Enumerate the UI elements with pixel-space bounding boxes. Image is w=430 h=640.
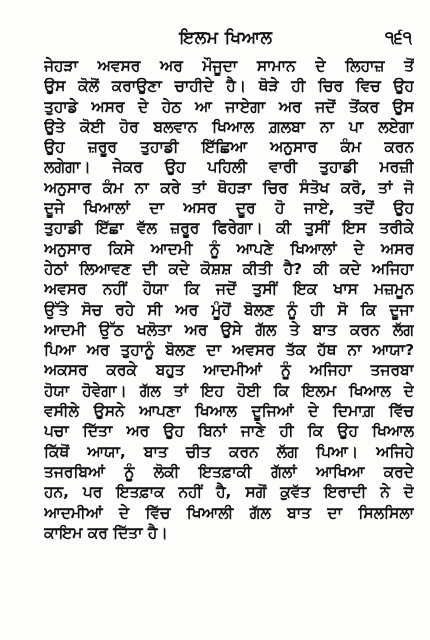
text-line: ਵਸੀਲੇ ਉਸਨੇ ਆਪਣਾ ਖਿਆਲ ਦੂਜਿਆਂ ਦੇ ਦਿਮਾਗ਼ ਵਿੱਚ (44, 402, 414, 421)
text-line: ਅਕਸਰ ਕਰਕੇ ਬਹੁਤ ਆਦਮੀਆਂ ਨੂੰ ਅਜਿਹਾ ਤਜਰਬਾ (44, 361, 414, 380)
text-line: ਜੇਹੜਾ ਅਵਸਰ ਅਰ ਮੌਜੂਦਾ ਸਾਮਾਨ ਦੇ ਲਿਹਾਜ਼ ਤੋਂ (44, 57, 414, 75)
text-line: ਤੁਹਾਡੀ ਇੱਛਾ ਵੱਲ ਜ਼ਰੂਰ ਫਿਰੇਗਾ। ਕੀ ਤੁਸੀਂ ਇਸ ਤਰੀਕੇ (44, 219, 414, 238)
text-line: ਅਵਸਰ ਨਹੀਂ ਹੋਯਾ ਕਿ ਜਦੋਂ ਤੁਸੀਂ ਇਕ ਖਾਸ ਮਜ਼ਮੂਨ (44, 280, 414, 299)
text-line: ਤੁਹਾਡੇ ਅਸਰ ਦੇ ਹੇਠ ਆ ਜਾਏਗਾ ਅਰ ਜਦੋਂ ਤੋਂਕਰ ਉਸ (44, 97, 414, 116)
text-line: ਹੇਠਾਂ ਲਿਆਵਣ ਦੀ ਕਦੇ ਕੋਸ਼ਸ਼ ਕੀਤੀ ਹੈ? ਕੀ ਕਦੇ ਅਜਿਹਾ (44, 259, 414, 278)
body-text (44, 56, 414, 543)
text-line: ਆਦਮੀ ਉੱਠ ਖਲੋਤਾ ਅਰ ਉਸੇ ਗੱਲ ਤੇ ਬਾਤ ਕਰਨ ਲੱਗ (44, 320, 414, 339)
text-line: ਕਿੱਥੋਂ ਆਯਾ, ਬਾਤ ਚੀਤ ਕਰਨ ਲੱਗ ਪਿਆ। ਅਜਿਹੇ (44, 442, 414, 461)
text-line: ਹਨ, ਪਰ ਇਤਫ਼ਾਕ ਨਹੀਂ ਹੈ, ਸਗੋਂ ਕੁਵੱਤ ਇਰਾਦੀ ਨੇ ਦੋ (44, 483, 414, 502)
text-line: ਅਨੁਸਾਰ ਕੰਮ ਨਾ ਕਰੇ ਤਾਂ ਥੋਹੜਾ ਚਿਰ ਸੰਤੋਖ ਕਰੋ, ਤਾਂ ਜੋ (44, 178, 414, 197)
text-line: ਉਤੇ ਕੋਈ ਹੋਰ ਬਲਵਾਨ ਖਿਆਲ ਗ਼ਲਬਾ ਨਾ ਪਾ ਲਏਗਾ (44, 117, 414, 136)
text-line: ਉਸ ਕੋਲੋਂ ਕਰਾਉਣਾ ਚਾਹੀਦੇ ਹੈ। ਥੋੜੇ ਹੀ ਚਿਰ ਵਿਚ ਉਹ (44, 77, 414, 96)
text-line: ਪਚਾ ਦਿੱਤਾ ਅਰ ਉਹ ਬਿਨਾਂ ਜਾਣੇ ਹੀ ਕਿ ਉਹ ਖਿਆਲ (44, 422, 414, 441)
text-line: ਆਦਮੀਆਂ ਦੇ ਵਿੱਚ ਖਿਆਲੀ ਗੱਲ ਬਾਤ ਦਾ ਸਿਲਸਿਲਾ (44, 503, 414, 522)
text-line: ਹੋਯਾ ਹੋਵੇਗਾ। ਗੱਲ ਤਾਂ ਇਹ ਹੋਈ ਕਿ ਇਲਮ ਖਿਆਲ ਦੇ (44, 381, 414, 400)
page-number: ੧੬੧ (384, 28, 412, 48)
page-header (40, 28, 412, 54)
text-line: ਅਨੁਸਾਰ ਕਿਸੇ ਆਦਮੀ ਨੂੰ ਆਪਣੇ ਖਿਆਲਾਂ ਦੇ ਅਸਰ (44, 239, 414, 258)
text-line: ਉਹ ਜ਼ਰੂਰ ਤੁਹਾਡੀ ਇੱਛਿਆ ਅਨੁਸਾਰ ਕੰਮ ਕਰਨ (44, 138, 414, 157)
text-line: ਲਗੇਗਾ। ਜੇਕਰ ਉਹ ਪਹਿਲੀ ਵਾਰੀ ਤੁਹਾਡੀ ਮਰਜ਼ੀ (44, 158, 414, 177)
text-line: ਕਾਇਮ ਕਰ ਦਿੱਤਾ ਹੈ। (44, 523, 168, 542)
running-title: ਇਲਮ ਖਿਆਲ (179, 28, 273, 48)
text-line: ਦੂਜੇ ਖਿਆਲਾਂ ਦਾ ਅਸਰ ਦੂਰ ਹੋ ਜਾਏ, ਤਦੋਂ ਉਹ (44, 199, 414, 218)
text-line: ਉੱਤੇ ਸੋਚ ਰਹੇ ਸੀ ਅਰ ਮੂੰਹੋਂ ਬੋਲਣ ਨੂੰ ਹੀ ਸੋ ਕਿ ਦੂਜਾ (44, 300, 414, 319)
text-line: ਪਿਆ ਅਰ ਤੁਹਾਨੂੰ ਬੋਲਣ ਦਾ ਅਵਸਰ ਤੱਕ ਹੱਥ ਨਾ ਆਯਾ? (44, 341, 414, 360)
text-line: ਤਜਰਬਿਆਂ ਨੂੰ ਲੋਕੀ ਇਤਫ਼ਾਕੀ ਗੱਲਾਂ ਆਖਿਆ ਕਰਦੇ (44, 462, 414, 481)
